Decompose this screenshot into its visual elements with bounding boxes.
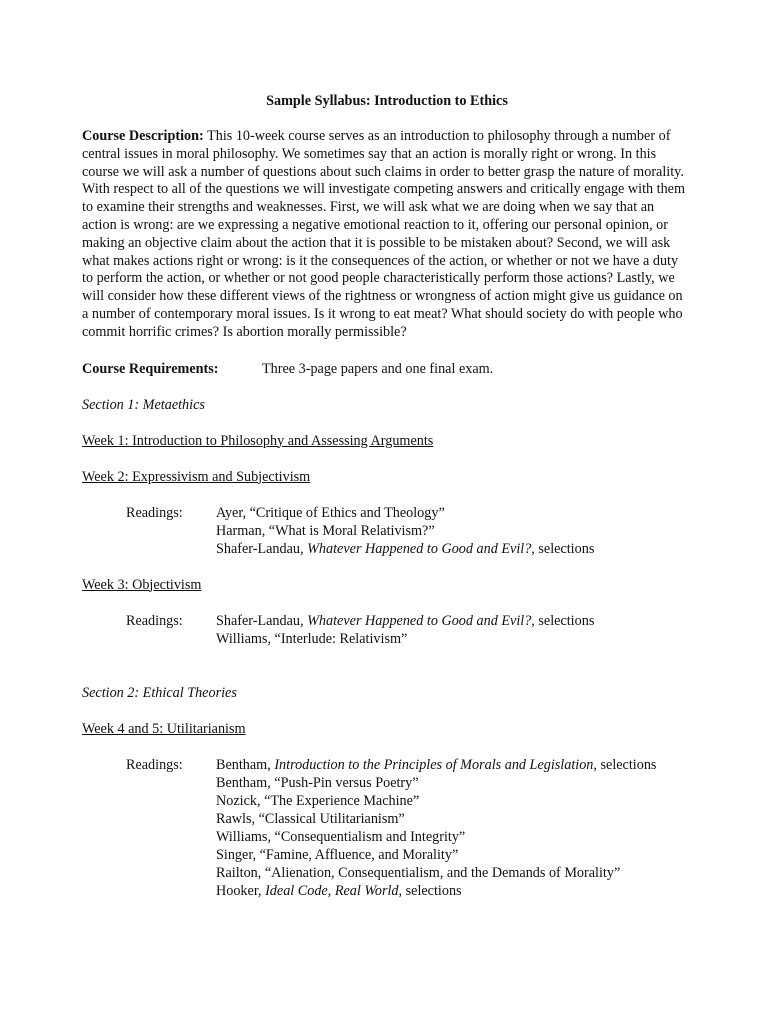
reading-title: Whatever Happened to Good and Evil?: [307, 612, 532, 629]
reading-suffix: , selections: [531, 540, 595, 557]
reading-item: [216, 882, 692, 900]
spacer: [82, 666, 692, 684]
week-2-readings: [82, 504, 692, 558]
course-requirements: [82, 360, 692, 378]
course-requirements-label: Course Requirements:: [82, 360, 219, 377]
reading-item: Bentham, “Push-Pin versus Poetry”: [216, 774, 419, 791]
reading-title: Whatever Happened to Good and Evil?: [307, 540, 532, 557]
course-requirements-value: Three 3-page papers and one final exam.: [262, 360, 494, 377]
reading-item: Railton, “Alienation, Consequentialism, and the Demands of Morality”: [216, 864, 621, 881]
page-title: Sample Syllabus: Introduction to Ethics: [266, 93, 508, 109]
reading-author: Shafer-Landau,: [216, 540, 308, 557]
reading-author: Shafer-Landau,: [216, 612, 308, 629]
course-description: [82, 128, 692, 342]
readings-label: Readings:: [126, 756, 183, 773]
syllabus-page: [82, 92, 692, 918]
week-3-heading: Week 3: Objectivism: [82, 576, 202, 593]
week-2-heading: Week 2: Expressivism and Subjectivism: [82, 468, 311, 485]
course-description-label: Course Description:: [82, 128, 204, 144]
section-heading-ethical-theories: Section 2: Ethical Theories: [82, 684, 237, 701]
reading-suffix: , selections: [593, 756, 657, 773]
reading-item: [216, 756, 692, 774]
week-4-5-readings: [82, 756, 692, 900]
reading-item: Singer, “Famine, Affluence, and Morality”: [216, 846, 459, 863]
reading-author: Hooker,: [216, 882, 266, 899]
reading-item: Williams, “Interlude: Relativism”: [216, 630, 408, 647]
reading-suffix: , selections: [531, 612, 595, 629]
reading-title: Ideal Code, Real World: [265, 882, 399, 899]
reading-suffix: , selections: [398, 882, 462, 899]
week-4-5-heading: Week 4 and 5: Utilitarianism: [82, 720, 246, 737]
reading-title: Introduction to the Principles of Morals and Legislation: [274, 756, 594, 773]
reading-item: [216, 612, 692, 630]
section-heading-metaethics: Section 1: Metaethics: [82, 396, 205, 413]
readings-label: Readings:: [126, 612, 183, 629]
course-description-text: This 10-week course serves as an introduction to philosophy through a number of central issues in moral philosophy. We sometimes say that an action is morally right or wrong. In this course we will ask a number of questions about such claims in order to better grasp the nature of morality. With respect to all of the questions we will investigate competing answers and critically engage with them to examine their strengths and weaknesses. First, we will ask what we are doing when we say that an action is wrong: are we expressing a negative emotional reaction to it, offering our personal opinion, or making an objective claim about the action that it is possible to be mistaken about? Second, we will ask what makes actions right or wrong: is it the consequences of the action, or whether or not we have a duty to perform the action, or whether or not good people characteristically perform those actions? Lastly, we will consider how these different views of the rightness or wrongness of action might give us guidance on a number of contemporary moral issues. Is it wrong to eat meat? What should society do with people who commit horrific crimes? Is abortion morally permissible?: [82, 128, 686, 340]
reading-item: Nozick, “The Experience Machine”: [216, 792, 420, 809]
reading-item: Rawls, “Classical Utilitarianism”: [216, 810, 405, 827]
reading-author: Bentham,: [216, 756, 275, 773]
reading-item: Harman, “What is Moral Relativism?”: [216, 522, 435, 539]
reading-item: Ayer, “Critique of Ethics and Theology”: [216, 504, 445, 521]
week-3-readings: [82, 612, 692, 648]
reading-item: [216, 540, 692, 558]
readings-label: Readings:: [126, 504, 183, 521]
week-1-heading: Week 1: Introduction to Philosophy and Assessing Arguments: [82, 432, 434, 449]
reading-item: Williams, “Consequentialism and Integrity”: [216, 828, 466, 845]
